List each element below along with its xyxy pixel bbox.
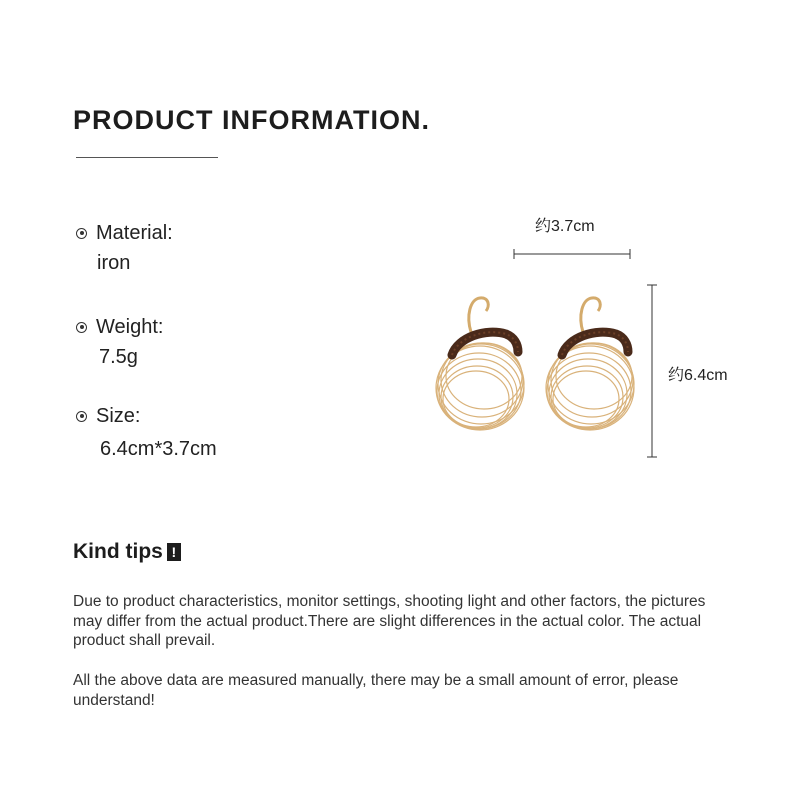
spec-weight-value: 7.5g [99,346,138,368]
exclamation-icon: ! [167,543,181,561]
width-dimension-label: 约3.7cm [535,218,595,235]
spec-weight-label: Weight: [96,315,164,338]
tips-paragraph-2: All the above data are measured manually, there may be a small amount of error, please understand! [73,672,679,709]
spec-size-value: 6.4cm*3.7cm [100,438,217,460]
earring-right [546,298,634,430]
width-dimension-line [514,249,630,259]
height-dimension-label: 约6.4cm [668,367,728,384]
earring-left [436,298,524,430]
kind-tips-heading [73,540,181,564]
tips-paragraph-1: Due to product characteristics, monitor settings, shooting light and other factors, the pictures may differ from the actual product.There are slight differences in the actual color. The actual product shall prevail. [73,593,706,649]
spec-size-label: Size: [96,404,141,427]
page-title: PRODUCT INFORMATION. [73,105,430,135]
height-dimension-line [647,285,657,457]
spec-material-label: Material: [96,221,173,244]
kind-tips-title: Kind tips [73,540,163,563]
spec-material-value: iron [97,252,131,274]
